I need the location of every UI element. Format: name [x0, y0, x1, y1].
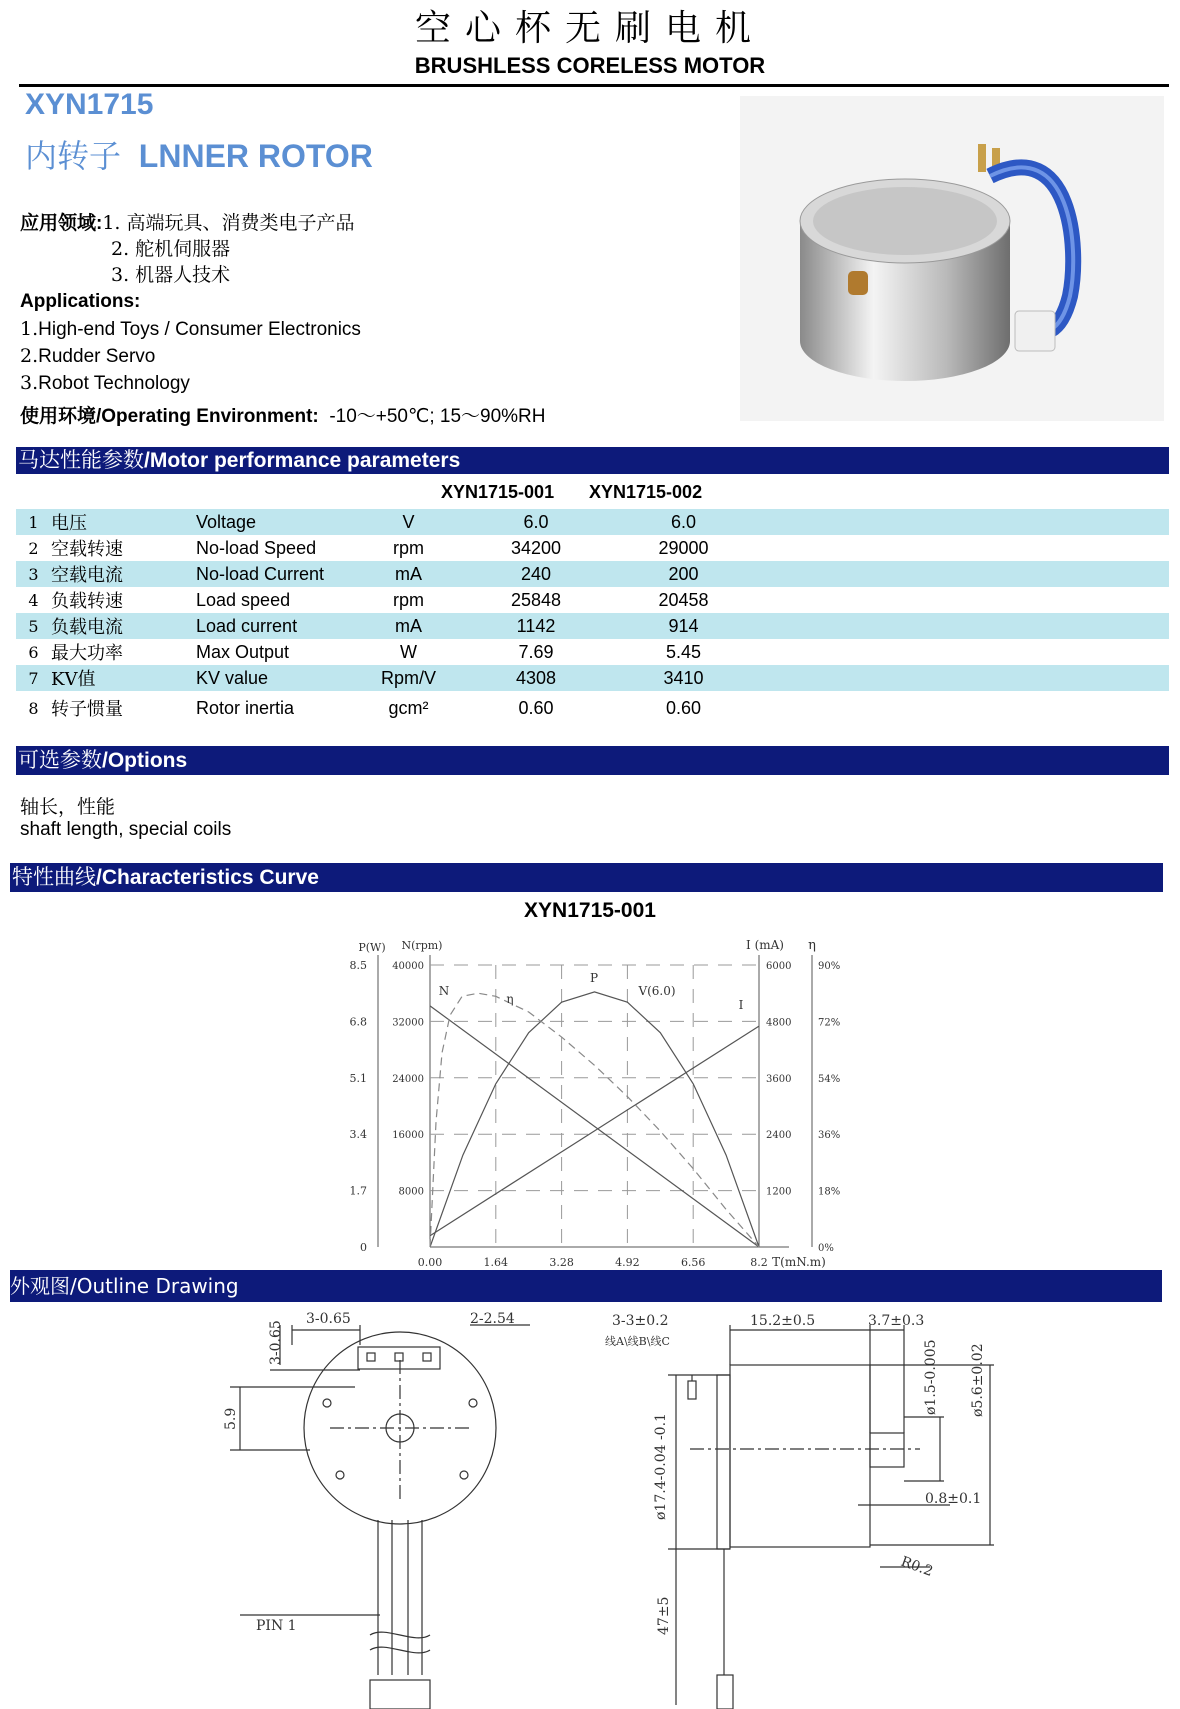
table-cell-cn: 电压: [51, 509, 196, 535]
i-axis-label: I (mA): [746, 938, 784, 952]
curve-bar-en: /Characteristics Curve: [96, 866, 319, 889]
dim-label: 3-0.65: [306, 1311, 351, 1327]
table-cell-unit: V: [356, 509, 461, 535]
curve-section-bar: [10, 863, 1163, 892]
eta-tick-label: 18%: [818, 1186, 841, 1198]
table-cell-n: 2: [28, 538, 39, 558]
performance-section-bar: [16, 447, 1169, 474]
performance-bar-en: /Motor performance parameters: [144, 449, 461, 472]
i-tick-label: 4800: [766, 1017, 792, 1029]
dim-label: 3.7±0.3: [868, 1313, 925, 1329]
n-tick-label: 8000: [398, 1186, 424, 1198]
series-line-P: [430, 992, 759, 1247]
p-tick-label: 0: [360, 1241, 367, 1254]
table-cell-unit: gcm²: [388, 697, 429, 718]
n-tick-label: 32000: [392, 1017, 424, 1029]
n-tick-label: 16000: [392, 1130, 424, 1142]
table-cell-en: No-load Current: [196, 561, 356, 587]
table-row: [16, 691, 1169, 725]
operating-environment: [20, 401, 546, 428]
table-cell-v1: 4308: [461, 665, 611, 691]
series-line-N: [430, 1006, 759, 1247]
curve-bar-cn: 特性曲线: [12, 865, 96, 889]
table-row: [16, 561, 1169, 587]
table-cell-v1: 0.60: [518, 697, 554, 718]
options-section-bar: [16, 746, 1169, 775]
eta-tick-label: 36%: [818, 1130, 841, 1142]
p-tick-label: 8.5: [349, 959, 367, 972]
p-tick-label: 5.1: [349, 1071, 367, 1085]
outline-drawing: [0, 1305, 1180, 1709]
table-cell-spacer: [756, 639, 1169, 665]
table-cell-v1: 6.0: [461, 509, 611, 535]
performance-table: [16, 509, 1169, 725]
n-tick-label: 40000: [392, 961, 424, 972]
table-cell-v1: 240: [461, 561, 611, 587]
model-number: XYN1715: [25, 88, 154, 121]
table-cell-v1: 7.69: [518, 641, 554, 662]
table-cell-en: Load speed: [196, 589, 291, 610]
table-cell-n: 5: [16, 613, 51, 639]
x-tick-label: 3.28: [549, 1256, 574, 1269]
table-row: [16, 665, 1169, 691]
table-cell-unit: rpm: [393, 589, 424, 610]
left-view: [230, 1325, 530, 1709]
product-photo: [740, 96, 1164, 421]
table-cell-unit: W: [400, 641, 417, 662]
table-cell-en: KV value: [196, 665, 356, 691]
table-cell-en: No-load Speed: [196, 537, 317, 558]
right-view: [668, 1325, 994, 1709]
table-cell-v1: 34200: [510, 537, 562, 558]
pin-label: PIN 1: [256, 1618, 297, 1634]
table-cell-spacer: [756, 535, 1169, 561]
table-cell-v2: 3410: [611, 665, 756, 691]
table-row: [16, 639, 1169, 665]
table-cell-unit: mA: [356, 561, 461, 587]
rotor-type-en: LNNER ROTOR: [138, 138, 373, 174]
application-en-item: 3.Robot Technology: [20, 372, 190, 394]
series-label: N: [438, 984, 450, 998]
characteristics-chart: [0, 925, 1180, 1270]
x-tick-label: 4.92: [615, 1256, 640, 1269]
table-row: [16, 509, 1169, 535]
table-cell-cn: 最大功率: [51, 643, 123, 664]
n-axis-label: N(rpm): [401, 939, 443, 952]
table-cell-n: 3: [16, 561, 51, 587]
table-cell-v2: 5.45: [665, 641, 702, 662]
eta-axis-label: η: [808, 938, 816, 953]
table-cell-v2: 914: [611, 613, 756, 639]
table-cell-n: 4: [28, 590, 39, 610]
table-cell-n: 8: [28, 698, 39, 718]
motor-body-side: [730, 1365, 870, 1547]
table-cell-unit: mA: [356, 613, 461, 639]
table-cell-unit: rpm: [393, 537, 424, 558]
table-cell-spacer: [756, 691, 1169, 725]
i-tick-label: 1200: [766, 1186, 792, 1198]
application-cn-item: 3. 机器人技术: [111, 264, 231, 286]
table-cell-spacer: [756, 509, 1169, 535]
dim-label: 3-3±0.2: [612, 1313, 669, 1329]
applications-label-en: Applications:: [20, 291, 141, 312]
x-tick-label: 1.64: [483, 1256, 509, 1269]
table-cell-v2: 20458: [658, 589, 709, 610]
n-tick-label: 24000: [392, 1073, 424, 1085]
col-header-002: XYN1715-002: [589, 482, 703, 502]
table-cell-v2: 6.0: [611, 509, 756, 535]
series-label: η: [506, 992, 514, 1006]
p-axis-label: P(W): [358, 941, 386, 954]
table-cell-en: Load current: [196, 613, 356, 639]
outline-bar-en: /Outline Drawing: [70, 1274, 239, 1298]
table-cell-en: Voltage: [196, 509, 356, 535]
outline-bar-cn: 外观图: [10, 1274, 70, 1298]
curve-title: XYN1715-001: [524, 899, 656, 922]
table-cell-cn: KV值: [51, 665, 196, 691]
options-bar-en: /Options: [102, 749, 188, 772]
table-cell-cn: 空载转速: [51, 539, 123, 560]
i-tick-label: 3600: [766, 1073, 792, 1085]
col-header-001: XYN1715-001: [441, 482, 555, 502]
p-tick-label: 1.7: [349, 1184, 367, 1198]
dim-label: 线A\线B\线C: [605, 1335, 670, 1348]
dim-label: ø1.5-0.005: [923, 1339, 939, 1415]
operating-environment-label: 使用环境/Operating Environment:: [20, 406, 319, 427]
applications-cn-line-1: [20, 208, 355, 235]
x-tick-label: 0.00: [417, 1256, 443, 1269]
dim-label: 47±5: [656, 1596, 672, 1635]
x-axis-label: T(mN.m): [772, 1255, 826, 1269]
table-row: [16, 587, 1169, 613]
table-cell-v2: 29000: [658, 537, 709, 558]
table-cell-cn: 负载电流: [51, 613, 196, 639]
table-cell-v1: 1142: [461, 613, 611, 639]
eta-tick-label: 90%: [818, 961, 841, 972]
rotor-type: [25, 131, 373, 177]
application-cn-item: 1. 高端玩具、消费类电子产品: [102, 212, 355, 234]
dim-label: 3-0.65: [268, 1320, 284, 1365]
operating-environment-value: -10～+50℃; 15～90%RH: [329, 406, 546, 427]
i-tick-label: 2400: [766, 1130, 792, 1142]
application-en-item: 2.Rudder Servo: [20, 345, 156, 367]
i-tick-label: 6000: [766, 961, 792, 972]
table-cell-v1: 25848: [510, 589, 562, 610]
right-dims: [605, 1313, 986, 1635]
dim-label: 0.8±0.1: [925, 1491, 982, 1507]
header-divider: [19, 84, 1169, 87]
eta-tick-label: 0%: [818, 1243, 834, 1254]
voltage-annotation: V(6.0): [638, 984, 676, 998]
rotor-type-cn: 内转子: [25, 137, 122, 175]
table-row: [16, 535, 1169, 561]
table-cell-n: 1: [16, 509, 51, 535]
table-cell-spacer: [756, 665, 1169, 691]
table-cell-cn: 空载电流: [51, 561, 196, 587]
application-cn-item: 2. 舵机伺服器: [111, 238, 231, 260]
table-cell-spacer: [756, 587, 1169, 613]
series-label: I: [738, 998, 744, 1012]
applications-label-cn: 应用领域:: [20, 213, 103, 234]
table-cell-v2: 0.60: [665, 697, 702, 718]
table-cell-spacer: [756, 561, 1169, 587]
connector-pads: [358, 1347, 440, 1369]
table-cell-n: 7: [16, 665, 51, 691]
options-line-en: shaft length, special coils: [20, 819, 232, 840]
table-cell-v2: 200: [611, 561, 756, 587]
left-dims: [223, 1311, 515, 1634]
outline-section-bar: [10, 1270, 1162, 1302]
series-line-I: [430, 1026, 759, 1236]
table-cell-en: Max Output: [196, 641, 290, 662]
table-cell-cn: 转子惯量: [51, 699, 123, 720]
options-line-cn: 轴长，性能: [20, 796, 116, 818]
eta-tick-label: 54%: [818, 1073, 841, 1085]
table-cell-cn: 负载转速: [51, 591, 123, 612]
eta-tick-label: 72%: [818, 1017, 841, 1029]
table-cell-unit: Rpm/V: [356, 665, 461, 691]
dim-label: ø17.4-0.04 -0.1: [653, 1413, 669, 1520]
dim-label: 5.9: [223, 1407, 239, 1430]
dim-label: 2-2.54: [470, 1311, 515, 1327]
performance-bar-cn: 马达性能参数: [18, 448, 144, 472]
dim-label: ø5.6±0.02: [970, 1343, 986, 1417]
p-tick-label: 3.4: [349, 1128, 367, 1142]
table-cell-en: Rotor inertia: [196, 697, 295, 718]
table-row: [16, 613, 1169, 639]
table-cell-n: 6: [28, 642, 39, 662]
page-title-cn: 空心杯无刷电机: [414, 8, 765, 49]
x-tick-label: 6.56: [680, 1256, 706, 1269]
page-title-en: BRUSHLESS CORELESS MOTOR: [414, 53, 766, 78]
dim-label: 15.2±0.5: [750, 1313, 816, 1329]
dim-label: R0.2: [898, 1553, 935, 1580]
series-label: P: [589, 971, 599, 985]
p-tick-label: 6.8: [349, 1015, 367, 1029]
options-bar-cn: 可选参数: [18, 748, 102, 772]
x-tick-label: 8.2: [750, 1256, 768, 1269]
motor-illustration: [740, 96, 1164, 421]
table-cell-spacer: [756, 613, 1169, 639]
application-en-item: 1.High-end Toys / Consumer Electronics: [20, 318, 361, 340]
